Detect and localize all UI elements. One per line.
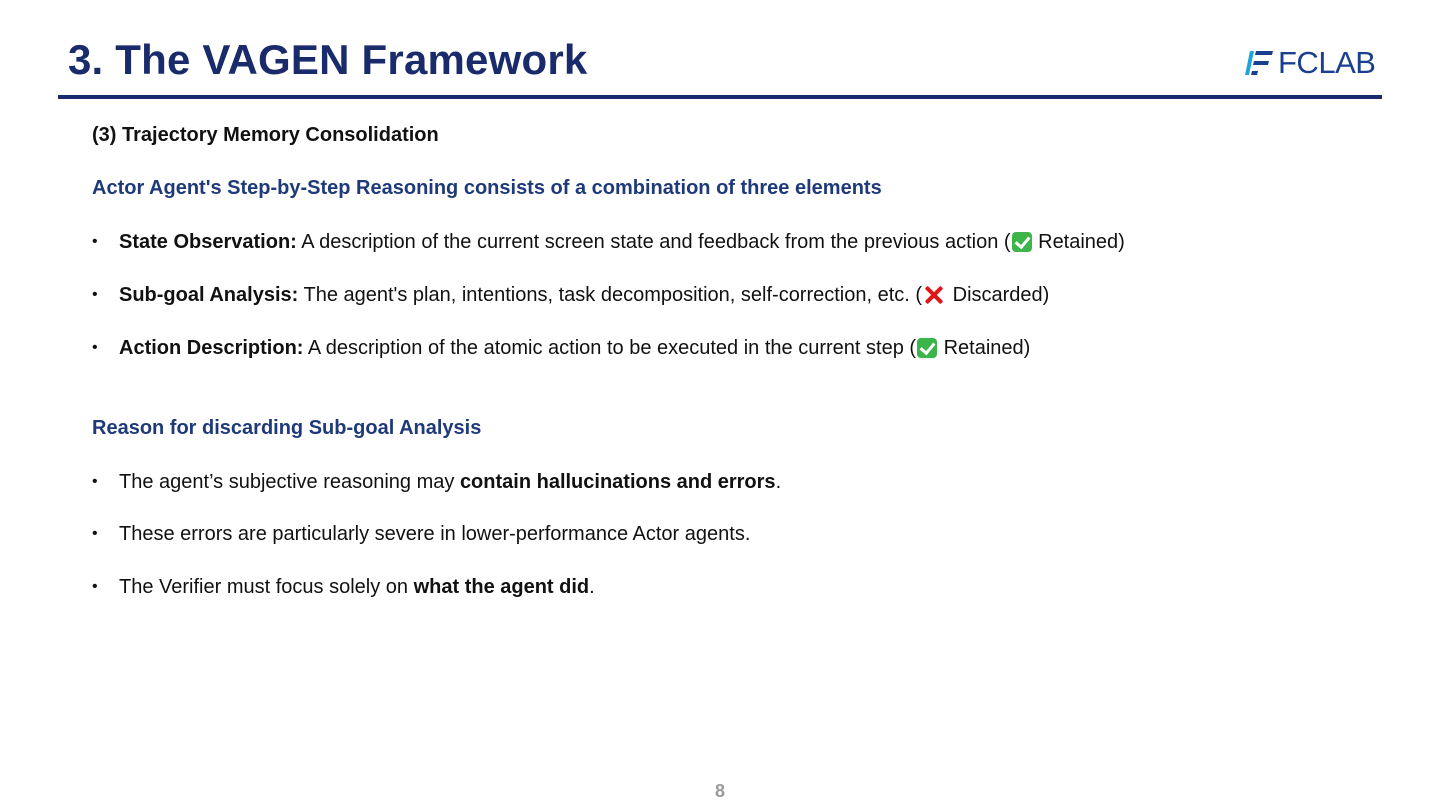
list-item-reason-verifier-focus (92, 574, 595, 600)
list-item-state-observation (92, 229, 1125, 255)
page-number: 8 (714, 781, 725, 801)
list-item-reason-severity (92, 521, 750, 547)
fclab-logo-mark (1244, 49, 1274, 77)
reason-text: These errors are particularly severe in lower-performance Actor agents. (119, 523, 751, 545)
reason-text: The Verifier must focus solely on (119, 576, 414, 598)
element-label: Action Description: (119, 337, 304, 359)
bullet-icon: • (92, 233, 98, 250)
bullet-icon: • (92, 525, 98, 542)
list-item-reason-hallucinations (92, 469, 781, 495)
slide-title: 3. The VAGEN Framework (68, 36, 588, 83)
logo-text: FCLAB (1278, 45, 1376, 80)
cross-icon (923, 284, 945, 306)
list-item-sub-goal-analysis (92, 282, 1049, 308)
element-label: Sub-goal Analysis: (119, 284, 299, 306)
element-status: Retained) (938, 337, 1031, 359)
reason-emphasis: contain hallucinations and errors (459, 471, 776, 493)
element-status: Retained) (1032, 231, 1125, 253)
bullet-icon: • (92, 578, 98, 595)
element-text: The agent's plan, intentions, task decomposition, self-correction, etc. ( (298, 284, 923, 306)
reason-text-end: . (775, 471, 782, 493)
bullet-icon: • (92, 286, 98, 303)
fclab-logo (1244, 46, 1375, 80)
title-underline (58, 95, 1382, 99)
section-heading: (3) Trajectory Memory Consolidation (92, 124, 439, 146)
reason-emphasis: what the agent did (413, 576, 590, 598)
element-label: State Observation: (119, 231, 297, 253)
element-text: A description of the current screen state and feedback from the previous action ( (296, 231, 1011, 253)
bullet-icon: • (92, 473, 98, 490)
reason-text: The agent’s subjective reasoning may (119, 471, 460, 493)
elements-heading: Actor Agent's Step-by-Step Reasoning consists of a combination of three elements (92, 177, 882, 199)
element-text: A description of the atomic action to be executed in the current step ( (303, 337, 917, 359)
reason-text-end: . (589, 576, 595, 598)
element-status: Discarded) (947, 284, 1050, 306)
reason-heading: Reason for discarding Sub-goal Analysis (92, 417, 482, 439)
check-icon (1012, 232, 1032, 252)
list-item-action-description (92, 335, 1030, 361)
bullet-icon: • (92, 339, 98, 356)
check-icon (917, 338, 937, 358)
